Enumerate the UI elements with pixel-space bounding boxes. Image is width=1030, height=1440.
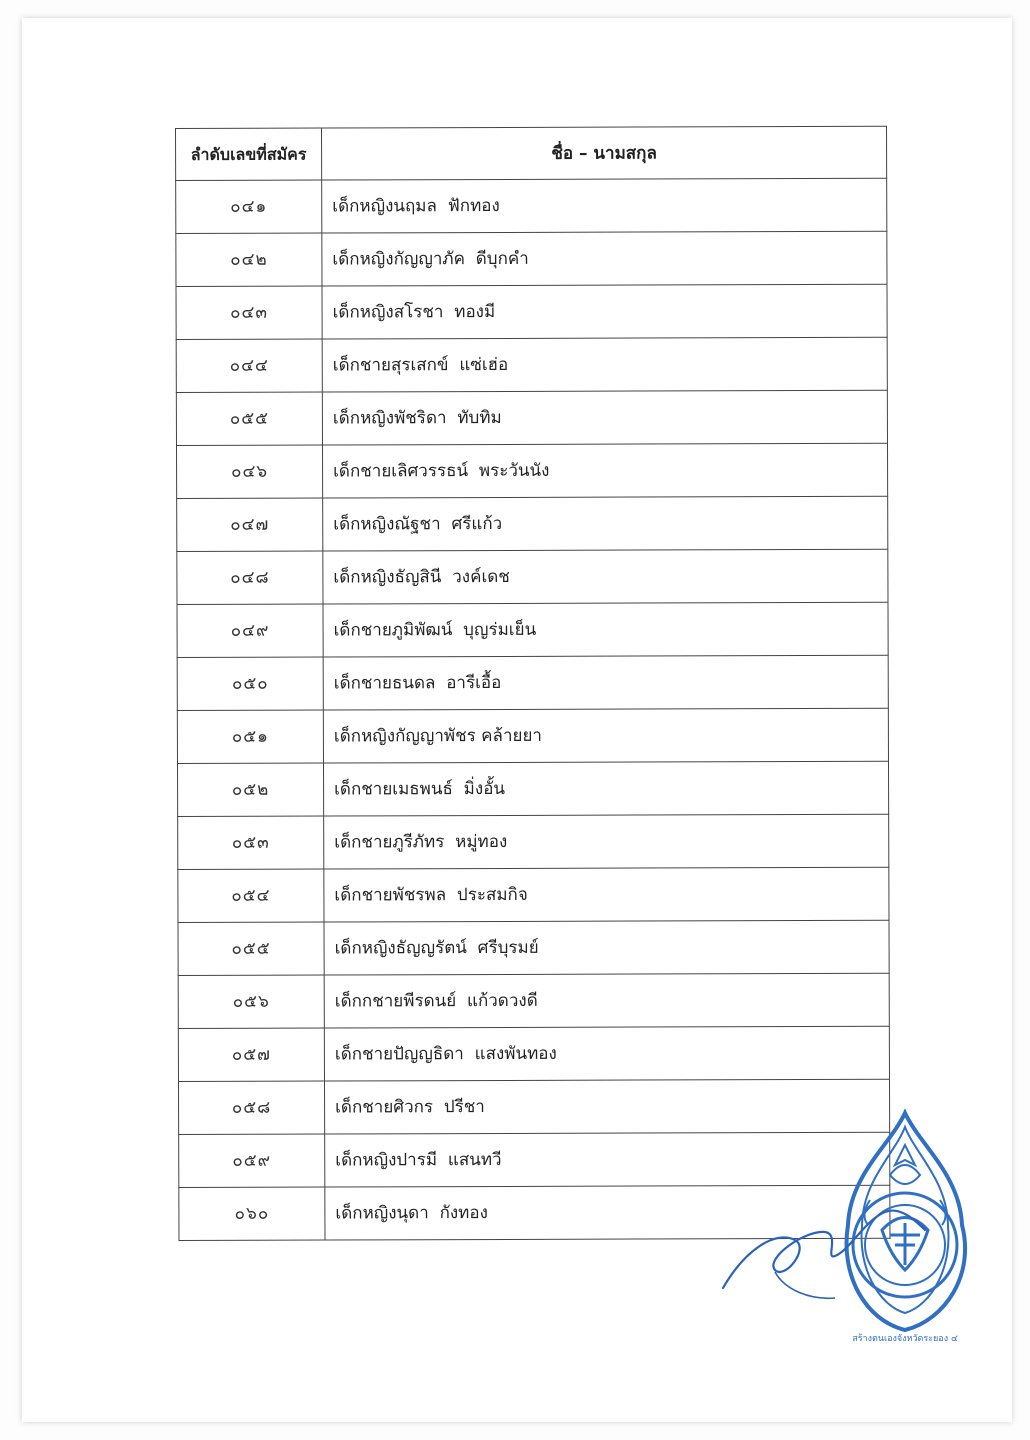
applicant-name: เด็กหญิงพัชริดา ทับทิม [322, 390, 887, 445]
applicant-name: เด็กชายปัญญธิดา แสงพันทอง [324, 1026, 889, 1081]
applicant-number: ๐๔๔ [176, 339, 322, 392]
table-row [176, 390, 887, 445]
table-row [177, 549, 888, 604]
applicant-number: ๐๕๕ [176, 392, 322, 445]
applicant-number: ๐๕๒ [177, 763, 323, 816]
applicant-name: เด็กชายเลิศวรรธน์ พระวันนัง [322, 443, 887, 498]
applicant-name: เด็กหญิงณัฐชา ศรีแก้ว [323, 496, 888, 551]
table-row [176, 337, 887, 392]
applicant-number: ๐๔๓ [176, 286, 322, 339]
applicant-number: ๐๖๐ [179, 1187, 325, 1240]
applicant-number: ๐๕๑ [177, 710, 323, 763]
applicant-name: เด็กหญิงกัญญาภัค ดีบุกคำ [322, 231, 887, 286]
applicant-name: เด็กหญิงธัญญรัตน์ ศรีบุรมย์ [324, 920, 889, 975]
table-row [176, 443, 887, 498]
applicant-name: เด็กชายภูมิพัฒน์ บุญร่มเย็น [323, 602, 888, 657]
applicant-number: ๐๕๖ [178, 975, 324, 1028]
header-name: ชื่อ – นามสกุล [322, 126, 887, 180]
applicant-name: เด็กชายศิวกร ปรีชา [324, 1079, 889, 1134]
table-row [178, 867, 889, 922]
applicant-number: ๐๕๔ [178, 869, 324, 922]
table-header-row [176, 126, 887, 180]
table-row [178, 1079, 889, 1134]
table-row [176, 284, 887, 339]
applicant-name: เด็กหญิงสโรชา ทองมี [322, 284, 887, 339]
applicant-number: ๐๕๕ [178, 922, 324, 975]
table-row [179, 1132, 890, 1187]
table-row [178, 1026, 889, 1081]
table-row [178, 973, 889, 1028]
applicant-name: เด็กชายธนดล อารีเอื้อ [323, 655, 888, 710]
signature-icon [715, 1190, 975, 1310]
table-row [178, 814, 889, 869]
applicant-number: ๐๔๑ [176, 180, 322, 233]
table-row [176, 231, 887, 286]
applicant-number: ๐๕๓ [178, 816, 324, 869]
applicant-name: เด็กกชายพีรดนย์ แก้วดวงดี [324, 973, 889, 1028]
applicant-number: ๐๔๙ [177, 604, 323, 657]
table-row [177, 761, 888, 816]
applicant-name: เด็กหญิงนุดา กังทอง [325, 1185, 890, 1240]
applicant-name: เด็กชายสุรเสกข์ แซ่เฮ่อ [322, 337, 887, 392]
table-row [177, 602, 888, 657]
applicant-table [175, 126, 890, 1241]
svg-text:สร้างตนเองจังหวัดระยอง ๔: สร้างตนเองจังหวัดระยอง ๔ [852, 1334, 958, 1344]
applicant-number: ๐๕๘ [178, 1081, 324, 1134]
applicant-number: ๐๔๘ [177, 551, 323, 604]
applicant-number: ๐๔๖ [176, 445, 322, 498]
applicant-number: ๐๔๗ [177, 498, 323, 551]
table-row [177, 655, 888, 710]
applicant-name: เด็กชายพัชรพล ประสมกิจ [324, 867, 889, 922]
applicant-number: ๐๕๙ [179, 1134, 325, 1187]
applicant-name: เด็กชายภูรีภัทร หมู่ทอง [324, 814, 889, 869]
applicant-name: เด็กหญิงปารมี แสนทวี [325, 1132, 890, 1187]
applicant-number: ๐๔๒ [176, 233, 322, 286]
applicant-name: เด็กหญิงกัญญาพัชร คล้ายยา [323, 708, 888, 763]
table-row [177, 708, 888, 763]
table-row [176, 178, 887, 233]
applicant-number: ๐๕๐ [177, 657, 323, 710]
applicant-name: เด็กชายเมธพนธ์ มิ่งอั้น [323, 761, 888, 816]
applicant-name: เด็กหญิงธัญสินี วงค์เดช [323, 549, 888, 604]
applicant-name: เด็กหญิงนฤมล ฟักทอง [322, 178, 887, 233]
table-row [177, 496, 888, 551]
header-number: ลำดับเลขที่สมัคร [176, 128, 322, 180]
applicant-number: ๐๕๗ [178, 1028, 324, 1081]
table-row [178, 920, 889, 975]
